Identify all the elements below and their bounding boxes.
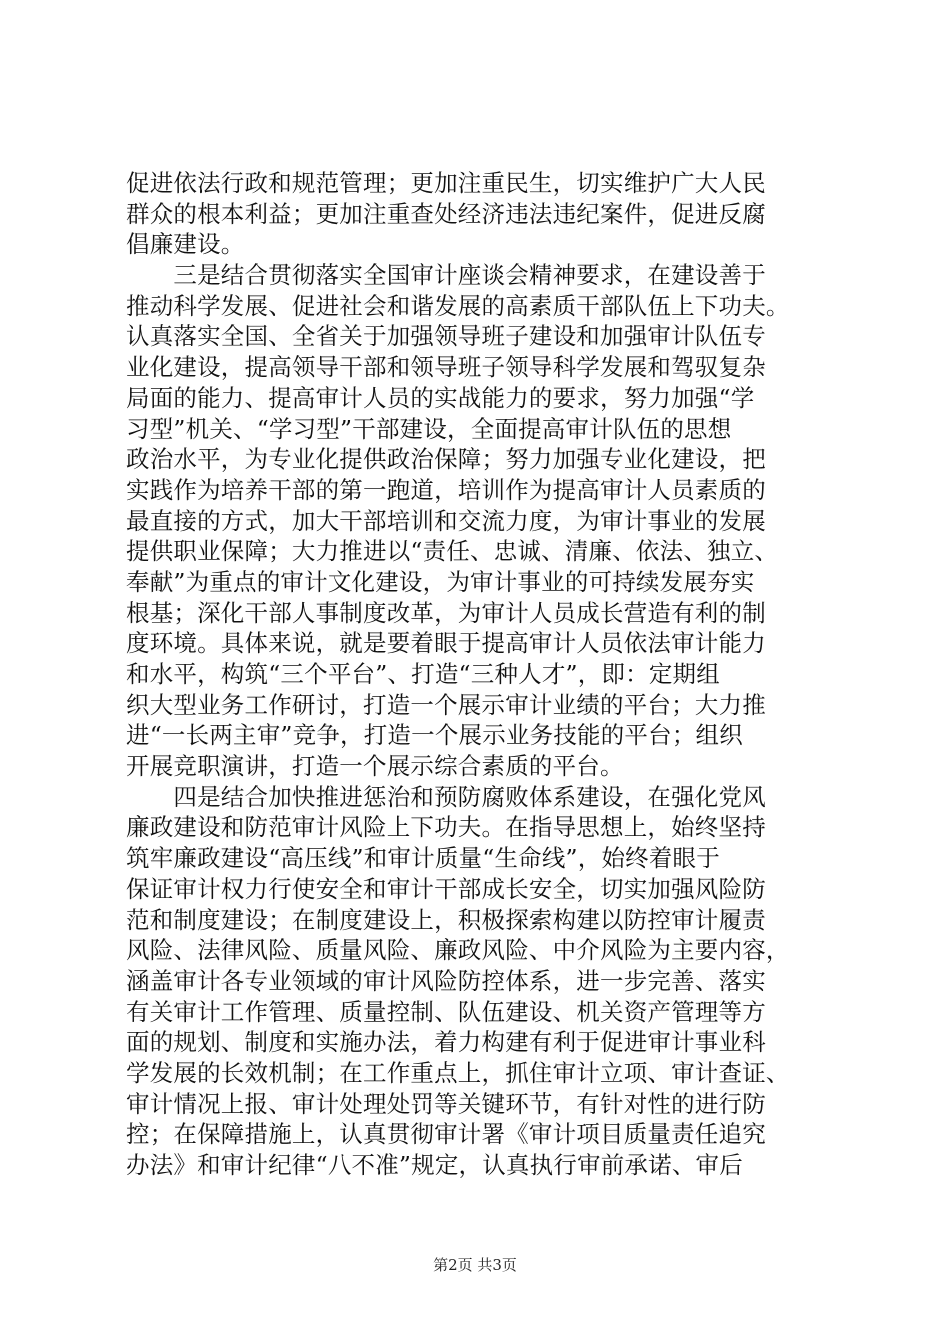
text-line: 面的规划、制度和实施办法，着力构建有利于促进审计事业科 (126, 1028, 766, 1057)
text-line: 有关审计工作管理、质量控制、队伍建设、机关资产管理等方 (126, 997, 766, 1026)
text-line: 风险、法律风险、质量风险、廉政风险、中介风险为主要内容， (126, 936, 790, 965)
text-line: 实践作为培养干部的第一跑道，培训作为提高审计人员素质的 (126, 475, 766, 504)
text-line: 学发展的长效机制；在工作重点上，抓住审计立项、审计查证、 (126, 1058, 790, 1087)
text-line: 群众的根本利益；更加注重查处经济违法违纪案件，促进反腐 (126, 199, 766, 228)
text-line: 认真落实全国、全省关于加强领导班子建设和加强审计队伍专 (126, 322, 766, 351)
text-line: 保证审计权力行使安全和审计干部成长安全，切实加强风险防 (126, 874, 766, 903)
text-line: 倡廉建设。 (126, 230, 245, 259)
text-line: 开展竞职演讲，打造一个展示综合素质的平台。 (126, 752, 624, 781)
text-line: 和水平，构筑“三个平台”、打造“三种人才”，即：定期组 (126, 660, 720, 688)
text-line: 根基；深化干部人事制度改革，为审计人员成长营造有利的制 (126, 598, 766, 627)
text-line: 业化建设，提高领导干部和领导班子领导科学发展和驾驭复杂 (126, 353, 766, 382)
text-line: 最直接的方式，加大干部培训和交流力度，为审计事业的发展 (126, 506, 766, 535)
text-line: 织大型业务工作研讨，打造一个展示审计业绩的平台；大力推 (126, 690, 766, 719)
text-line: 习型”机关、“学习型”干部建设，全面提高审计队伍的思想 (126, 414, 732, 443)
text-line: 范和制度建设；在制度建设上，积极探索构建以防控审计履责 (126, 905, 766, 934)
text-line: 控；在保障措施上，认真贯彻审计署《审计项目质量责任追究 (126, 1120, 766, 1149)
text-line: 促进依法行政和规范管理；更加注重民生，切实维护广大人民 (126, 169, 766, 197)
page-footer: 第2页 共3页 (433, 1256, 517, 1274)
document-body (126, 168, 836, 1181)
text-line: 奉献”为重点的审计文化建设，为审计事业的可持续发展夯实 (126, 567, 755, 596)
text-line: 度环境。具体来说，就是要着眼于提高审计人员依法审计能力 (126, 629, 766, 658)
text-line: 局面的能力、提高审计人员的实战能力的要求，努力加强“学 (126, 383, 755, 412)
text-line: 进“一长两主审”竞争，打造一个展示业务技能的平台；组织 (126, 721, 743, 750)
text-line: 政治水平，为专业化提供政治保障；努力加强专业化建设，把 (126, 445, 766, 474)
text-line: 涵盖审计各专业领域的审计风险防控体系，进一步完善、落实 (126, 966, 766, 995)
text-line: 审计情况上报、审计处理处罚等关键环节，有针对性的进行防 (126, 1089, 766, 1118)
text-line: 提供职业保障；大力推进以“责任、忠诚、清廉、依法、独立、 (126, 537, 779, 566)
text-line: 廉政建设和防范审计风险上下功夫。在指导思想上，始终坚持 (126, 813, 766, 842)
text-line: 筑牢廉政建设“高压线”和审计质量“生命线”，始终着眼于 (126, 844, 720, 873)
text-line: 办法》和审计纪律“八不准”规定，认真执行审前承诺、审后 (126, 1151, 743, 1179)
text-line: 四是结合加快推进惩治和预防腐败体系建设，在强化党风 (126, 782, 766, 811)
text-line: 推动科学发展、促进社会和谐发展的高素质干部队伍上下功夫。 (126, 291, 790, 320)
text-line: 三是结合贯彻落实全国审计座谈会精神要求，在建设善于 (126, 261, 766, 290)
